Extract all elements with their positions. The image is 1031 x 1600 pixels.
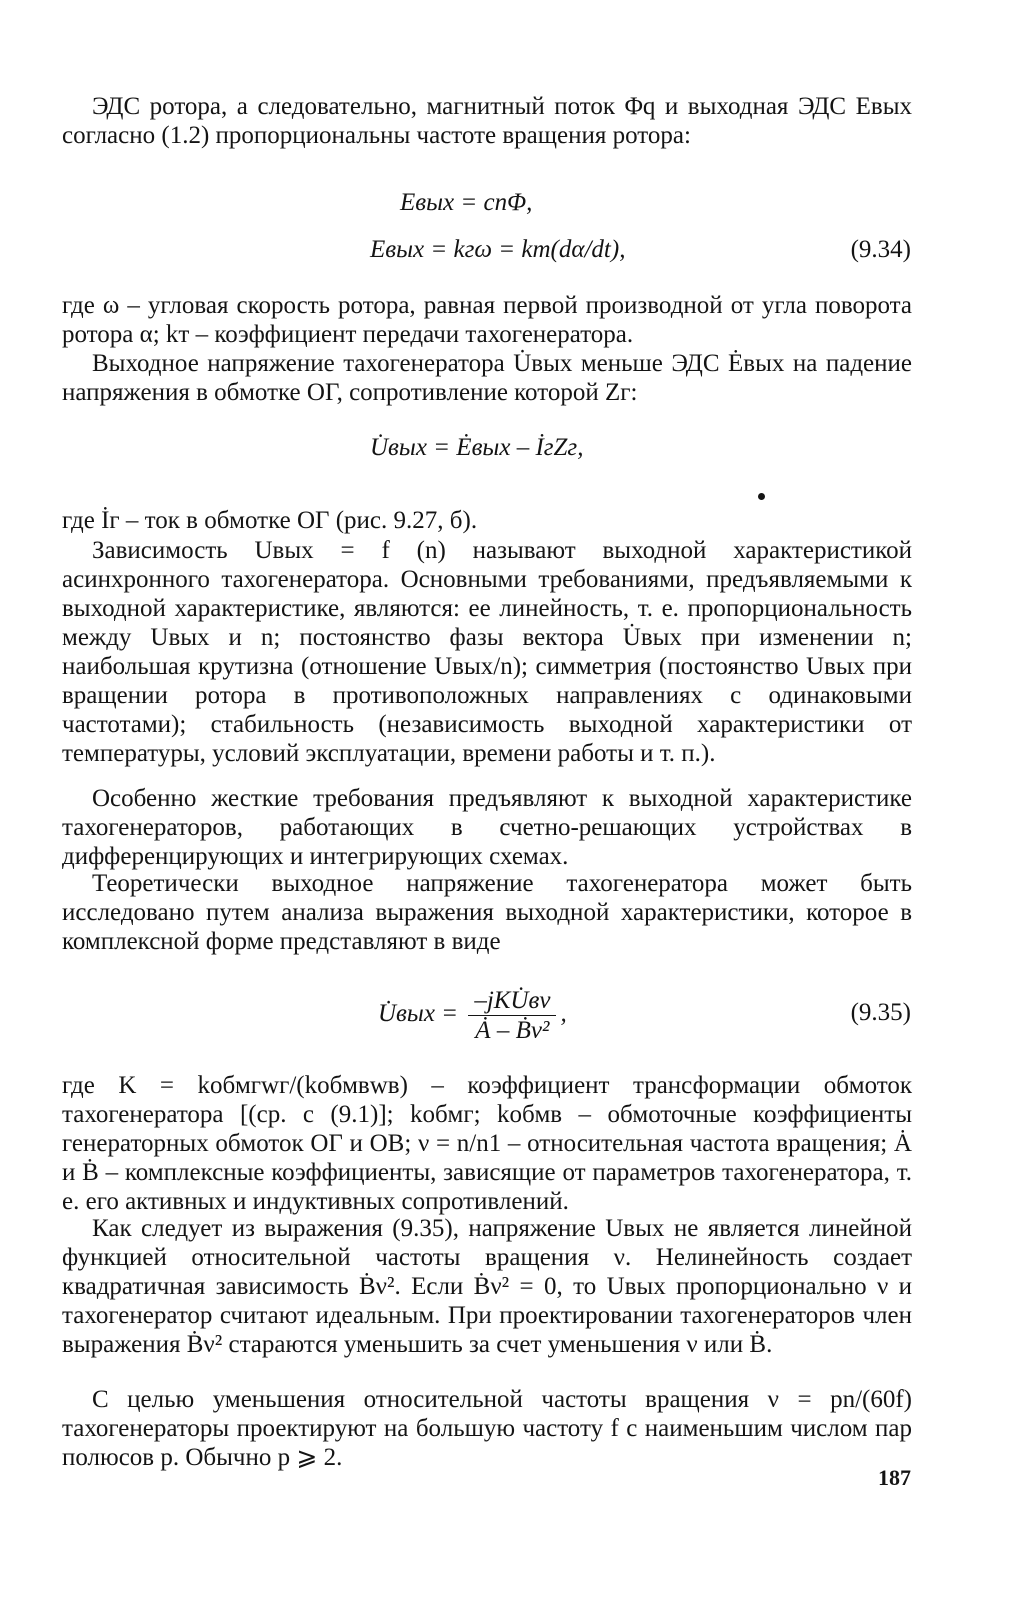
equation-9-35 xyxy=(0,982,1031,1052)
equation-number: (9.34) xyxy=(850,236,911,263)
equation-emf-flux xyxy=(0,188,1031,222)
paragraph-angular-speed: где ω – угловая скорость ротора, равная первой производной от угла поворота ротора α; kт – коэффициент передачи тахогенератора. xyxy=(62,292,912,348)
print-speck xyxy=(758,493,765,500)
equation-lhs: U̇вых = xyxy=(378,1000,459,1028)
equation-voltage-drop xyxy=(0,433,1031,467)
equation-text: Eвых = kгω = kт(dα/dt), xyxy=(370,236,626,263)
equation-text xyxy=(378,986,567,1045)
paragraph-transformation-coefficient: где K = kобмгwг/(kобмвwв) – коэффициент трансформации обмоток тахогенератора [(ср. с (9.1)]; kобмг; kобмв – обмоточные коэффициенты генераторных обмоток ОГ и ОВ; ν = n/n1 – относительная частота вращения; Ȧ и Ḃ – комплексные коэффициенты, зависящие от параметров тахогенератора, т. е. его активных и индуктивных сопротивлений. xyxy=(62,1072,912,1215)
paragraph-frequency-reduction: С целью уменьшения относительной частоты вращения ν = pn/(60f) тахогенераторы проектируют на большую частоту f с наименьшим числом пар полюсов p. Обычно p ⩾ 2. xyxy=(62,1386,912,1471)
paragraph-output-characteristic: Зависимость Uвых = f (n) называют выходной характеристикой асинхронного тахогенератора. Основными требованиями, предъявляемыми к выходной характеристике, являются: ее линейность, т. е. пропорциональность между Uвых и n; постоянство фазы вектора U̇вых при изменении n; наибольшая крутизна (отношение Uвых/n); симметрия (постоянство Uвых при вращении ротора в противоположных направлениях с одинаковыми частотами); стабильность (независимость выходной характеристики от температуры, условий эксплуатации, времени работы и т. п.). xyxy=(62,537,912,767)
fraction-numerator: –jKU̇вν xyxy=(468,986,556,1016)
equation-text: U̇вых = Ėвых – İгZг, xyxy=(370,434,584,461)
paragraph-strict-requirements: Особенно жесткие требования предъявляют к выходной характеристике тахогенераторов, работающих в счетно-решающих устройствах в дифференцирующих и интегрирующих схемах. xyxy=(62,785,912,870)
paragraph-nonlinearity: Как следует из выражения (9.35), напряжение Uвых не является линейной функцией относительной частоты вращения ν. Нелинейность создает квадратичная зависимость Ḃν². Если Ḃν² = 0, то Uвых пропорционально ν и тахогенератор считают идеальным. При проектировании тахогенераторов член выражения Ḃν² стараются уменьшить за счет уменьшения ν или Ḃ. xyxy=(62,1215,912,1358)
equation-number: (9.35) xyxy=(850,999,911,1026)
paragraph-theoretical-analysis: Теоретически выходное напряжение тахогенератора может быть исследовано путем анализа выражения выходной характеристики, которое в комплексной форме представляют в виде xyxy=(62,870,912,955)
equation-fraction xyxy=(468,986,556,1045)
equation-9-34 xyxy=(0,235,1031,269)
page-number: 187 xyxy=(878,1465,911,1490)
paragraph-rotor-emf: ЭДС ротора, а следовательно, магнитный поток Φq и выходная ЭДС Eвых согласно (1.2) пропорциональны частоте вращения ротора: xyxy=(62,93,912,149)
equation-text: Eвых = cnΦ, xyxy=(400,189,533,216)
fraction-denominator: Ȧ – Ḃν² xyxy=(475,1017,550,1044)
paragraph-output-voltage: Выходное напряжение тахогенератора U̇вых меньше ЭДС Ėвых на падение напряжения в обмотке ОГ, сопротивление которой Zг: xyxy=(62,350,912,406)
paragraph-winding-current: где İг – ток в обмотке ОГ (рис. 9.27, б). xyxy=(62,507,478,534)
equation-comma: , xyxy=(560,1000,567,1028)
